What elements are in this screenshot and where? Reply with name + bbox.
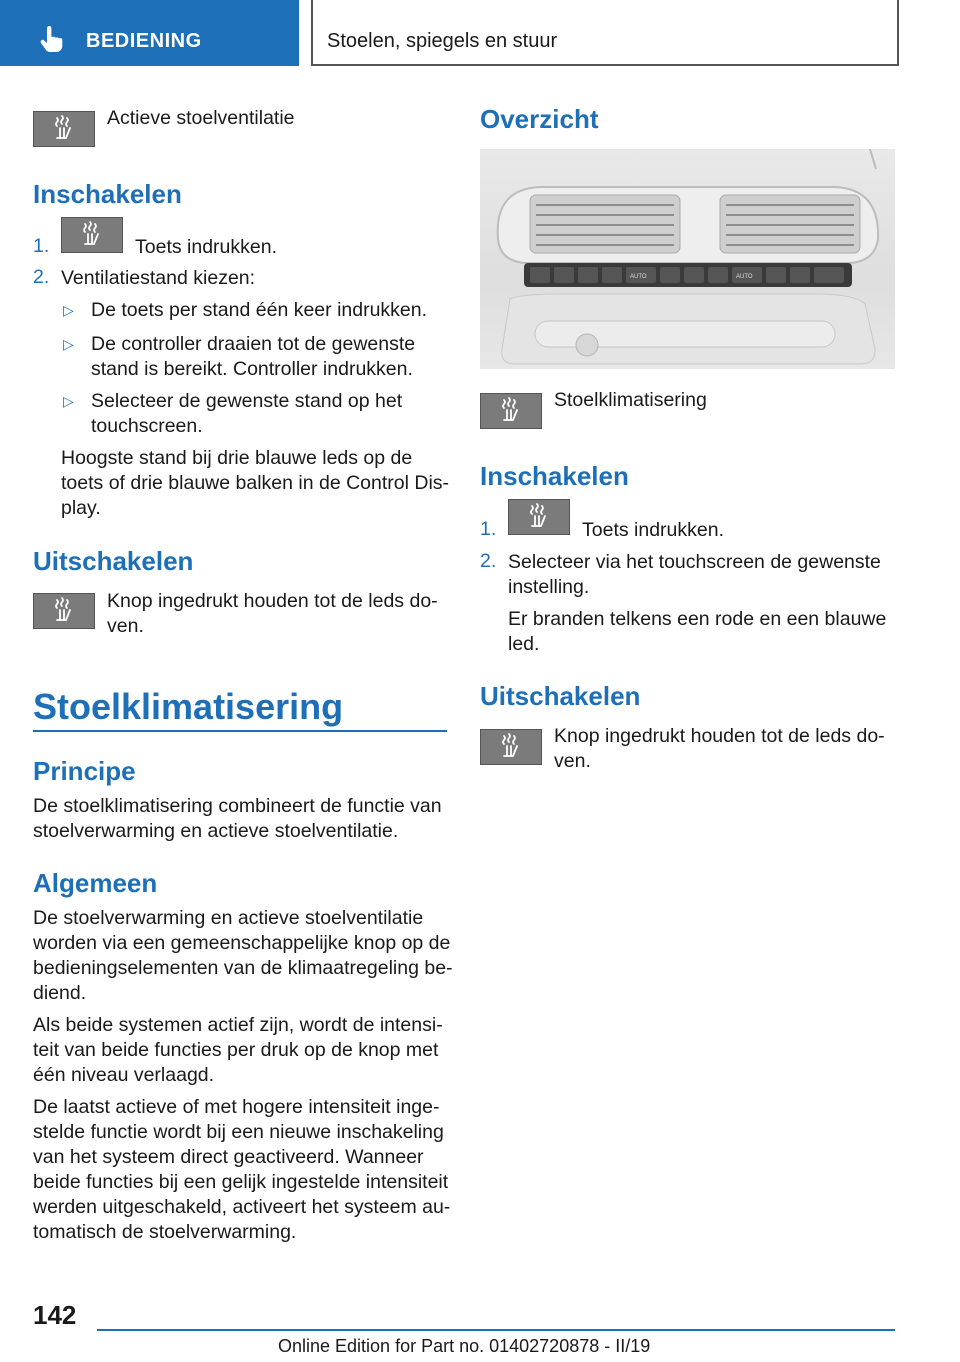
off-text-line: ven. (107, 615, 144, 637)
paragraph-line: werden uitgeschakeld, activeert het systeem au- (33, 1196, 451, 1218)
off-text-line: Knop ingedrukt houden tot de leds do- (107, 590, 438, 612)
section-tab (0, 0, 299, 66)
step-text: Toets indrukken. (135, 236, 277, 258)
seat-climate-icon (498, 732, 524, 762)
step-text: Ventilatiestand kiezen: (61, 267, 256, 289)
paragraph-line: beide functies bij een gelijk ingestelde intensiteit (33, 1171, 449, 1193)
climate-panel-illustration (480, 149, 895, 369)
step-text: Toets indrukken. (582, 519, 724, 541)
paragraph-line: van het systeem direct geactiveerd. Wanneer (33, 1146, 424, 1168)
heading-principe: Principe (33, 756, 136, 786)
paragraph-line: tomatisch de stoelverwarming. (33, 1221, 297, 1243)
heading-algemeen: Algemeen (33, 868, 158, 898)
paragraph-line: De stoelverwarming en actieve stoelventilatie (33, 907, 424, 929)
paragraph-line: diend. (33, 982, 87, 1004)
bullet-triangle-icon: ▷ (63, 302, 74, 318)
bullet-text: touchscreen. (91, 415, 203, 437)
chapter-title: Stoelen, spiegels en stuur (327, 30, 558, 52)
bullet-text: De controller draaien tot de gewenste (91, 333, 416, 355)
note-line: Hoogste stand bij drie blauwe leds op de (61, 447, 413, 469)
note-line: play. (61, 497, 101, 519)
heading-uitschakelen: Uitschakelen (33, 546, 194, 576)
bullet-text: stand is bereikt. Controller indrukken. (91, 358, 413, 380)
chapter-header (311, 0, 899, 66)
bullet-triangle-icon: ▷ (63, 393, 74, 409)
step-note: Er branden telkens een rode en een blauwe (508, 608, 887, 630)
section-title: BEDIENING (86, 30, 202, 52)
paragraph-line: teit van beide functies per druk op de knop met (33, 1039, 439, 1061)
chapter-heading: Stoelklimatisering (33, 686, 344, 727)
climate-panel-photo (480, 149, 895, 369)
paragraph-line: stelde functie wordt bij een nieuwe inschakeling (33, 1121, 444, 1143)
seat-button-icon (480, 393, 542, 429)
seat-climate-icon (79, 220, 105, 250)
step-number: 2. (33, 266, 50, 288)
bullet-triangle-icon: ▷ (63, 336, 74, 352)
step-number: 1. (33, 235, 50, 257)
seat-climate-icon (498, 396, 524, 426)
seat-button-icon (61, 217, 123, 253)
page-number: 142 (33, 1300, 77, 1330)
seat-climate-icon (51, 596, 77, 626)
hand-touch-icon (38, 26, 64, 52)
paragraph-line: Als beide systemen actief zijn, wordt de intensi- (33, 1014, 443, 1036)
seat-button-icon (480, 729, 542, 765)
vent-icon-label: Actieve stoelventilatie (107, 107, 295, 129)
seat-climate-icon (51, 114, 77, 144)
seat-climate-icon (526, 502, 552, 532)
footer-rule (97, 1329, 895, 1331)
off-text-line: Knop ingedrukt houden tot de leds do- (554, 725, 885, 747)
paragraph-line: De stoelklimatisering combineert de functie van (33, 795, 442, 817)
heading-rule (33, 730, 447, 732)
step-note: led. (508, 633, 540, 655)
heading-inschakelen: Inschakelen (480, 461, 629, 491)
edition-text: Online Edition for Part no. 01402720878 - II/19 (278, 1336, 651, 1356)
bullet-text: Selecteer de gewenste stand op het (91, 390, 403, 412)
seat-vent-button-icon (33, 111, 95, 147)
icon-label: Stoelklimatisering (554, 389, 707, 411)
seat-button-icon (508, 499, 570, 535)
note-line: toets of drie blauwe balken in de Control Dis- (61, 472, 450, 494)
heading-uitschakelen: Uitschakelen (480, 681, 641, 711)
step-text: instelling. (508, 576, 590, 598)
step-text: Selecteer via het touchscreen de gewenste (508, 551, 881, 573)
step-number: 1. (480, 518, 497, 540)
step-number: 2. (480, 550, 497, 572)
photo-auto-label-2: AUTO (736, 274, 753, 280)
photo-auto-label-1: AUTO (630, 274, 647, 280)
paragraph-line: bedieningselementen van de klimaatregeling be- (33, 957, 453, 979)
heading-overzicht: Overzicht (480, 104, 599, 134)
paragraph-line: De laatst actieve of met hogere intensiteit inge- (33, 1096, 440, 1118)
paragraph-line: stoelverwarming en actieve stoelventilatie. (33, 820, 399, 842)
seat-button-icon (33, 593, 95, 629)
paragraph-line: worden via een gemeenschappelijke knop op de (33, 932, 451, 954)
bullet-text: De toets per stand één keer indrukken. (91, 299, 428, 321)
off-text-line: ven. (554, 750, 591, 772)
heading-inschakelen: Inschakelen (33, 179, 182, 209)
paragraph-line: één niveau verlaagd. (33, 1064, 215, 1086)
